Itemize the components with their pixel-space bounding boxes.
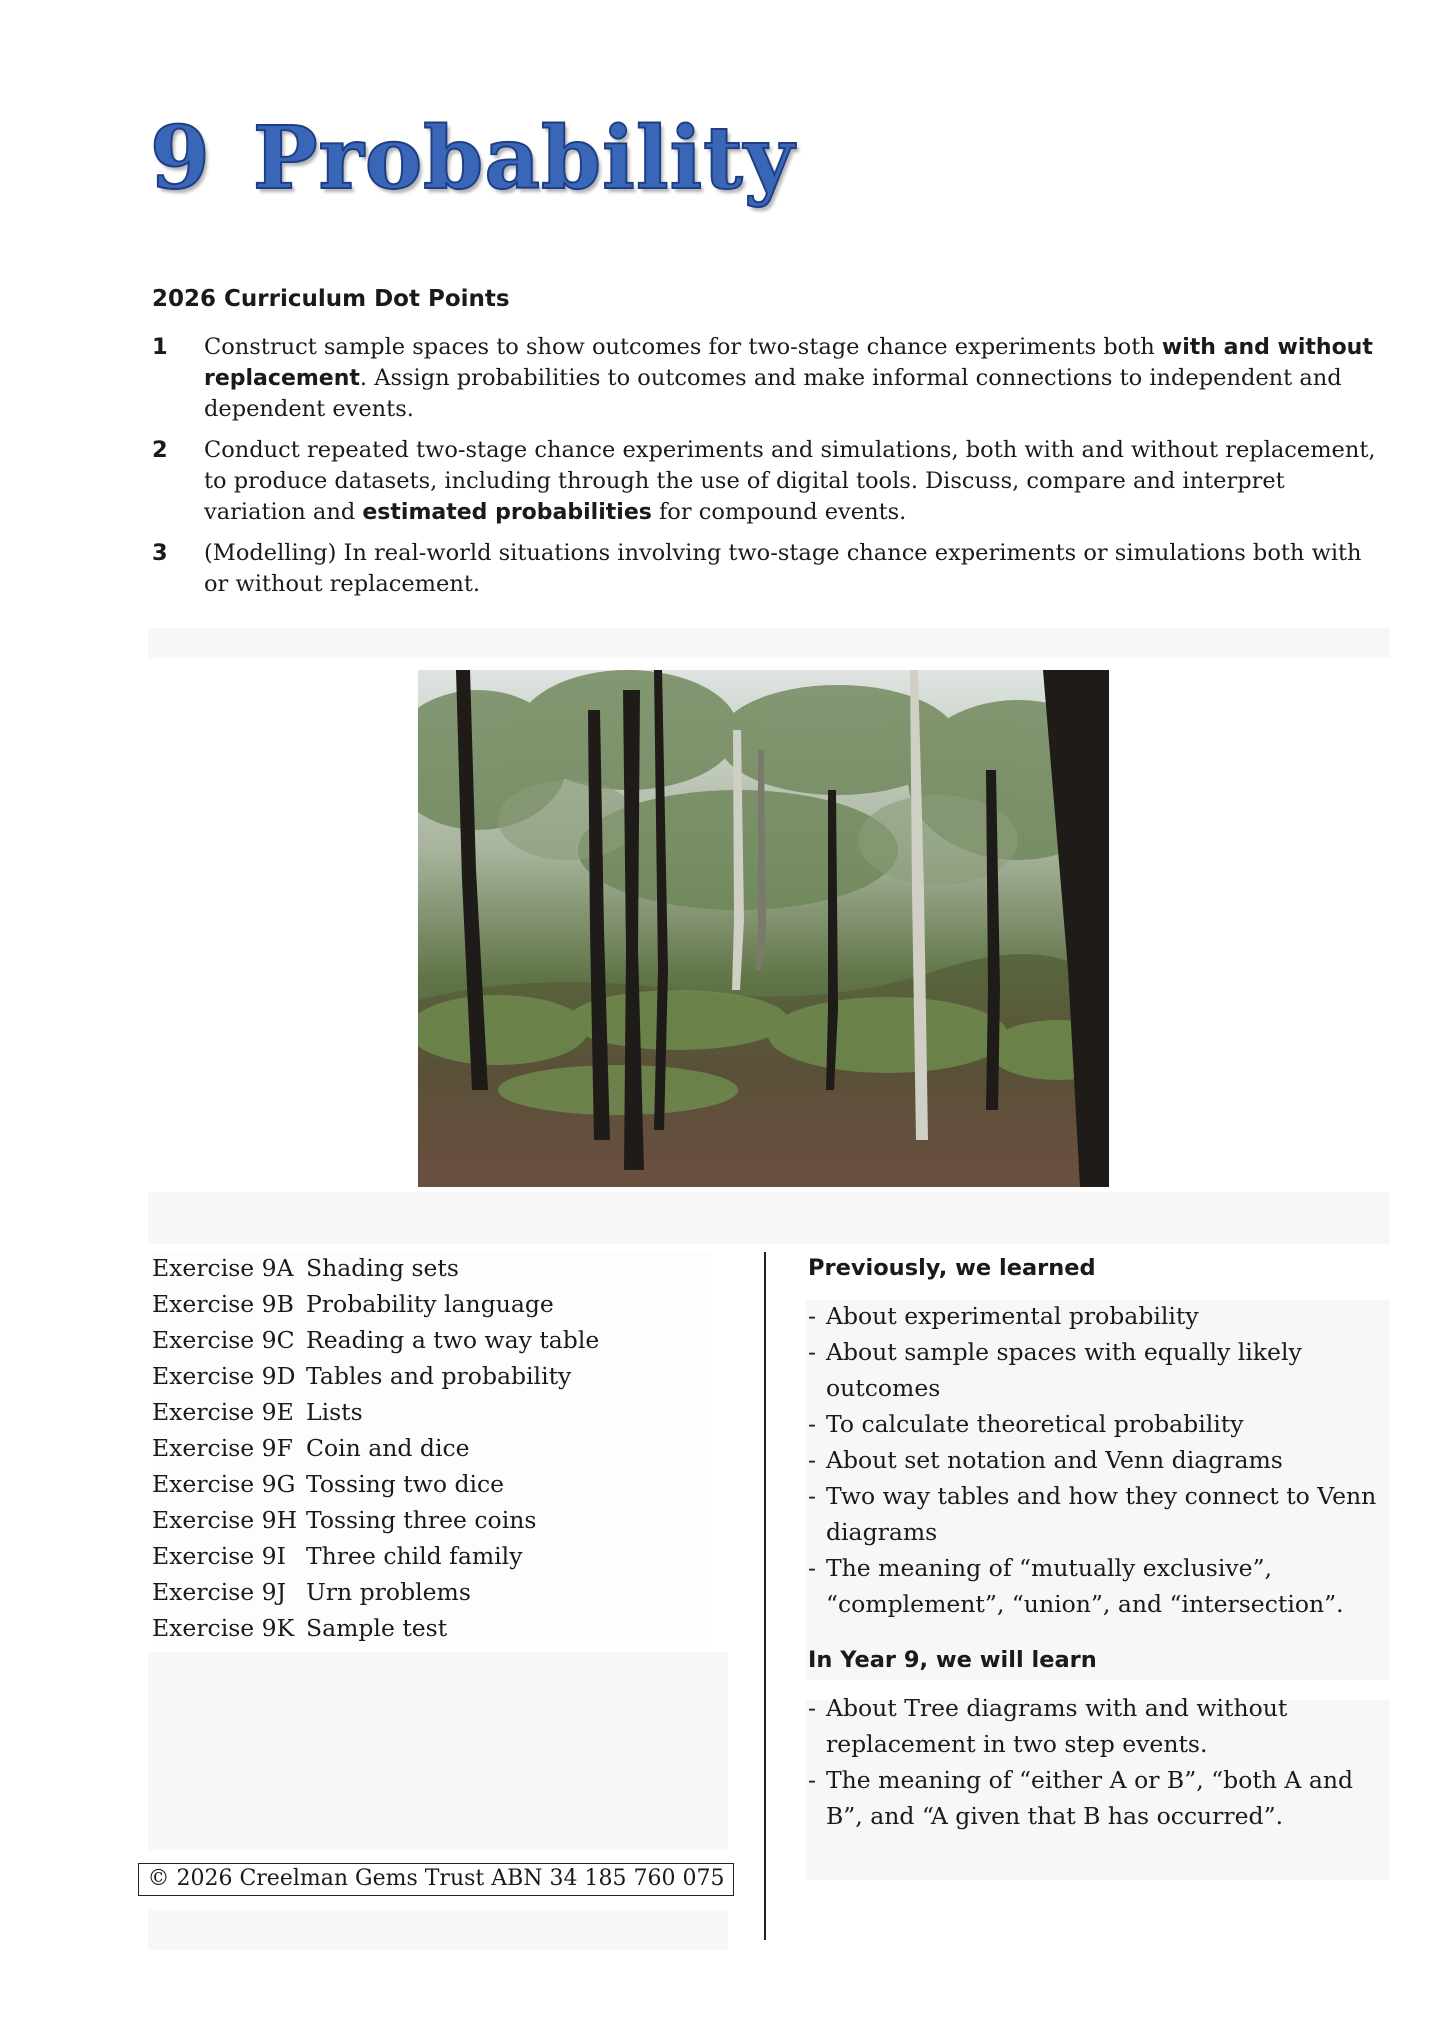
exercise-code: Exercise 9H bbox=[152, 1506, 298, 1534]
exercise-code: Exercise 9F bbox=[152, 1434, 293, 1462]
exercise-name: Shading sets bbox=[306, 1254, 459, 1282]
list-item: - The meaning of “mutually exclusive”, “complement”, “union”, and “intersection”. bbox=[808, 1550, 1383, 1622]
exercise-list bbox=[152, 1252, 712, 1648]
previously-list bbox=[808, 1298, 1383, 1622]
exercise-name: Coin and dice bbox=[306, 1434, 470, 1462]
exercise-name: Sample test bbox=[306, 1614, 448, 1642]
exercise-row bbox=[152, 1324, 712, 1360]
exercise-name: Probability language bbox=[306, 1290, 554, 1318]
curriculum-heading: 2026 Curriculum Dot Points bbox=[152, 286, 510, 312]
dot-point-number: 2 bbox=[152, 437, 168, 463]
list-item: - About Tree diagrams with and without replacement in two step events. bbox=[808, 1690, 1383, 1762]
dot-point bbox=[152, 538, 1387, 600]
background-band bbox=[148, 1910, 728, 1950]
exercise-row bbox=[152, 1612, 712, 1648]
dot-point-number: 3 bbox=[152, 540, 168, 566]
previously-heading: Previously, we learned bbox=[808, 1255, 1096, 1281]
exercise-name: Lists bbox=[306, 1398, 363, 1426]
exercise-code: Exercise 9J bbox=[152, 1578, 287, 1606]
list-item-text: The meaning of “mutually exclusive”, “complement”, “union”, and “intersection”. bbox=[826, 1554, 1344, 1618]
year9-heading: In Year 9, we will learn bbox=[808, 1647, 1097, 1673]
year9-list bbox=[808, 1690, 1383, 1834]
dot-point-text bbox=[204, 435, 1387, 528]
exercise-code: Exercise 9E bbox=[152, 1398, 294, 1426]
dot-point-emphasis: with and without replacement bbox=[204, 335, 1373, 391]
exercise-row bbox=[152, 1576, 712, 1612]
exercise-row bbox=[152, 1252, 712, 1288]
exercise-name: Reading a two way table bbox=[306, 1326, 600, 1354]
column-divider bbox=[764, 1252, 766, 1940]
list-item: - About sample spaces with equally likely outcomes bbox=[808, 1334, 1383, 1406]
list-item: - Two way tables and how they connect to Venn diagrams bbox=[808, 1478, 1383, 1550]
exercise-code: Exercise 9B bbox=[152, 1290, 294, 1318]
chapter-number: 9 bbox=[150, 108, 211, 209]
dot-point-text-part: Conduct repeated two-stage chance experiments and simulations, both with and without replacement, to produce datasets, including through the use of digital tools. Discuss, compare and interpret variation and bbox=[204, 437, 1376, 525]
exercise-code: Exercise 9C bbox=[152, 1326, 295, 1354]
exercise-name: Urn problems bbox=[306, 1578, 471, 1606]
dot-point-text bbox=[204, 332, 1387, 425]
exercise-code: Exercise 9I bbox=[152, 1542, 286, 1570]
background-band bbox=[148, 1652, 728, 1850]
exercise-row bbox=[152, 1540, 712, 1576]
learning-summary bbox=[808, 1252, 1383, 1834]
bushland-photo bbox=[418, 670, 1109, 1187]
dot-point bbox=[152, 332, 1387, 425]
chapter-title bbox=[150, 108, 795, 209]
dot-point bbox=[152, 435, 1387, 528]
list-item: - To calculate theoretical probability bbox=[808, 1406, 1383, 1442]
dot-point-text-part: Construct sample spaces to show outcomes for two-stage chance experiments both bbox=[204, 334, 1162, 360]
dot-point-emphasis: estimated probabilities bbox=[362, 500, 652, 525]
exercise-row bbox=[152, 1360, 712, 1396]
exercise-code: Exercise 9K bbox=[152, 1614, 295, 1642]
exercise-row bbox=[152, 1432, 712, 1468]
exercise-row bbox=[152, 1396, 712, 1432]
list-item: - The meaning of “either A or B”, “both A and B”, and “A given that B has occurred”. bbox=[808, 1762, 1383, 1834]
dot-point-number: 1 bbox=[152, 334, 168, 360]
list-item-text: The meaning of “either A or B”, “both A and B”, and “A given that B has occurred”. bbox=[826, 1766, 1354, 1830]
list-item: - About set notation and Venn diagrams bbox=[808, 1442, 1383, 1478]
exercise-row bbox=[152, 1468, 712, 1504]
list-item: - About experimental probability bbox=[808, 1298, 1383, 1334]
dot-point-text bbox=[204, 538, 1387, 600]
dot-point-text-part: (Modelling) In real-world situations involving two-stage chance experiments or simulations both with or without replacement. bbox=[204, 540, 1362, 597]
dot-point-text-part: for compound events. bbox=[651, 499, 907, 525]
exercise-row bbox=[152, 1504, 712, 1540]
exercise-code: Exercise 9G bbox=[152, 1470, 296, 1498]
exercise-code: Exercise 9D bbox=[152, 1362, 296, 1390]
curriculum-dot-points bbox=[152, 332, 1387, 610]
list-item-text: Two way tables and how they connect to Venn diagrams bbox=[826, 1482, 1377, 1546]
background-band bbox=[148, 1192, 1390, 1244]
exercise-name: Tossing two dice bbox=[306, 1470, 505, 1498]
exercise-name: Tables and probability bbox=[306, 1362, 572, 1390]
list-item-text: About set notation and Venn diagrams bbox=[826, 1446, 1283, 1474]
copyright-notice: © 2026 Creelman Gems Trust ABN 34 185 760 075 bbox=[138, 1863, 734, 1896]
list-item-text: To calculate theoretical probability bbox=[826, 1410, 1244, 1438]
exercise-name: Tossing three coins bbox=[306, 1506, 537, 1534]
dot-point-text-part: . Assign probabilities to outcomes and make informal connections to independent and dependent events. bbox=[204, 365, 1342, 422]
list-item-text: About experimental probability bbox=[826, 1302, 1199, 1330]
chapter-title-text: Probability bbox=[252, 108, 795, 209]
exercise-name: Three child family bbox=[306, 1542, 523, 1570]
exercise-row bbox=[152, 1288, 712, 1324]
list-item-text: About sample spaces with equally likely outcomes bbox=[826, 1338, 1302, 1402]
background-band bbox=[148, 628, 1390, 658]
list-item-text: About Tree diagrams with and without replacement in two step events. bbox=[826, 1694, 1288, 1758]
exercise-code: Exercise 9A bbox=[152, 1254, 294, 1282]
